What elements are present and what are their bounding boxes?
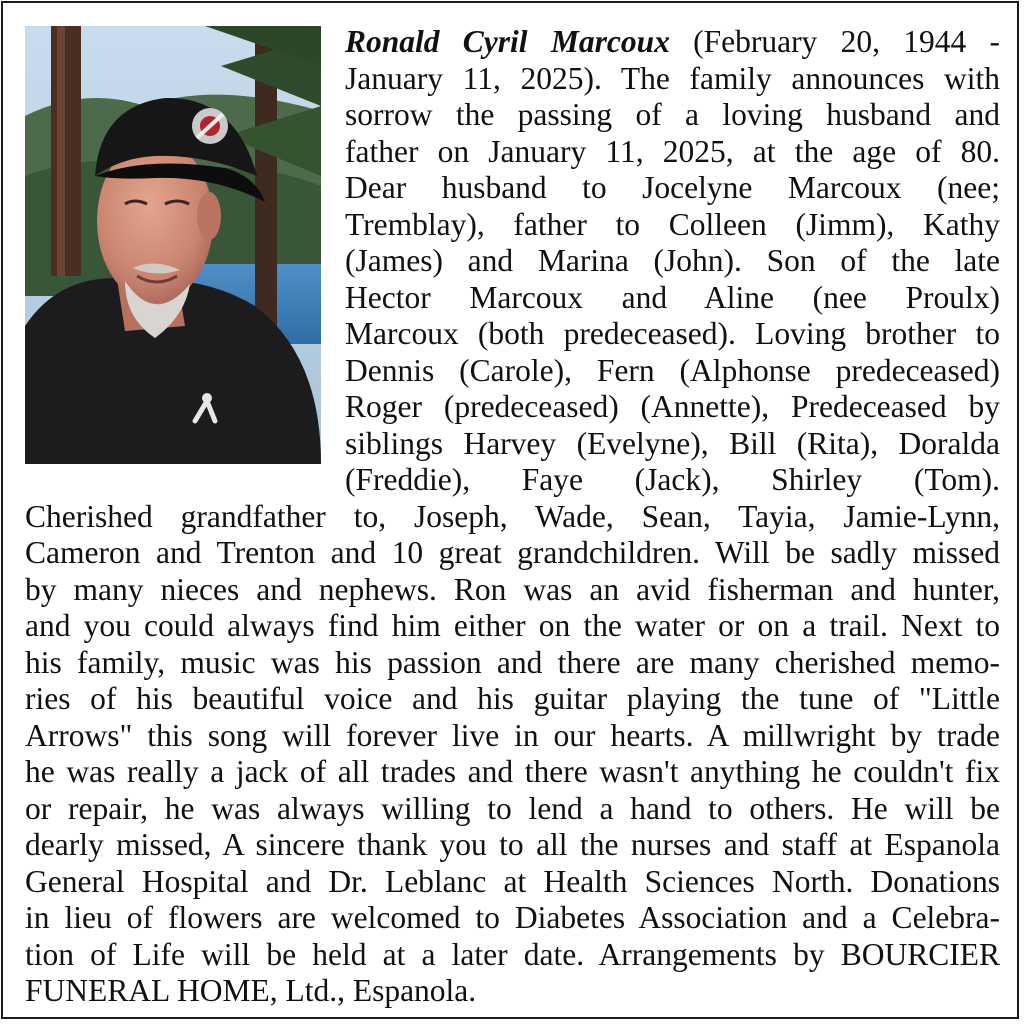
- text-line-5: Dear husband to Jocelyne Marcoux (nee;: [345, 170, 1000, 205]
- text-line-11: Roger (predeceased) (Annette), Predeceased by: [345, 389, 1000, 424]
- text-line-17: and you could always find him either on the water or on a trail. Next to: [25, 608, 1000, 643]
- text-line-9: Marcoux (both predeceased). Loving brother to: [345, 316, 1000, 351]
- text-line-19: ries of his beautiful voice and his guitar playing the tune of "Little: [25, 681, 1000, 716]
- text-line-25: in lieu of flowers are welcomed to Diabetes Association and a Celebra-: [25, 900, 1000, 935]
- text-line-13: (Freddie), Faye (Jack), Shirley (Tom).: [345, 462, 1000, 497]
- text-line-7: (James) and Marina (John). Son of the late: [345, 243, 1000, 278]
- text-line-15: Cameron and Trenton and 10 great grandchildren. Will be sadly missed: [25, 535, 1000, 570]
- text-line-16: by many nieces and nephews. Ron was an avid fisherman and hunter,: [25, 571, 1000, 607]
- text-line-1: [345, 24, 1000, 60]
- text-line-10: Dennis (Carole), Fern (Alphonse predeceased): [345, 352, 1000, 388]
- text-line-3: sorrow the passing of a loving husband and: [345, 97, 1000, 132]
- text-line-8: Hector Marcoux and Aline (nee Proulx): [345, 279, 1000, 315]
- text-line-6: Tremblay), father to Colleen (Jimm), Kathy: [345, 206, 1000, 242]
- portrait-photo: [25, 26, 321, 464]
- deceased-name: Ronald Cyril Marcoux: [345, 24, 670, 59]
- text-line-22: or repair, he was always willing to lend a hand to others. He will be: [25, 790, 1000, 826]
- text-line-26: tion of Life will be held at a later date. Arrangements by BOURCIER: [25, 936, 1000, 972]
- text-line-21: he was really a jack of all trades and there wasn't anything he couldn't fix: [25, 754, 1000, 789]
- text-line-20: Arrows" this song will forever live in our hearts. A millwright by trade: [25, 717, 1000, 753]
- text-line-18: his family, music was his passion and there are many cherished memo-: [25, 644, 1000, 680]
- text-line-12: siblings Harvey (Evelyne), Bill (Rita), Doralda: [345, 425, 1000, 461]
- text-line-23: dearly missed, A sincere thank you to all the nurses and staff at Espanola: [25, 827, 1000, 862]
- birth-date-text: (February 20, 1944 -: [669, 24, 1000, 59]
- text-line-27: FUNERAL HOME, Ltd., Espanola.: [25, 973, 477, 1008]
- text-line-24: General Hospital and Dr. Leblanc at Health Sciences North. Donations: [25, 863, 1000, 899]
- text-line-14: Cherished grandfather to, Joseph, Wade, Sean, Tayia, Jamie-Lynn,: [25, 498, 1000, 534]
- text-line-4: father on January 11, 2025, at the age of 80.: [345, 133, 1000, 169]
- text-line-2: January 11, 2025). The family announces with: [345, 60, 1000, 96]
